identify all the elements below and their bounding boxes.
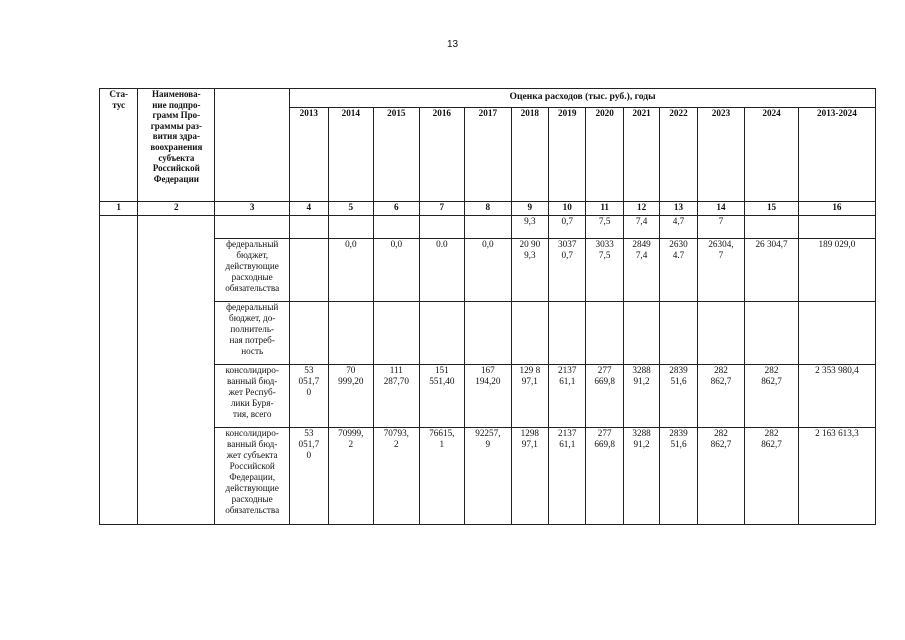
table-row [100,216,876,239]
column-number: 6 [374,202,420,216]
table-row [100,428,876,525]
value-cell [328,216,374,239]
column-number: 11 [586,202,623,216]
table-row [100,302,876,365]
value-cell [549,302,586,365]
page-number: 13 [446,39,459,50]
value-cell: 0,0 [465,239,512,302]
value-cell [290,302,328,365]
value-cell [290,216,328,239]
value-cell: 70793, 2 [374,428,420,525]
column-number: 1 [100,202,138,216]
value-cell [697,302,745,365]
value-cell [586,302,623,365]
value-cell [745,302,799,365]
year-2015: 2015 [374,108,420,202]
value-cell: 0,0 [374,239,420,302]
value-cell: 9,3 [511,216,548,239]
value-cell: 282 862,7 [745,428,799,525]
value-cell: 3037 0,7 [549,239,586,302]
value-cell: 282 862,7 [697,365,745,428]
value-cell [374,302,420,365]
value-cell: 20 90 9,3 [511,239,548,302]
value-cell: 2839 51,6 [660,365,697,428]
year-2013-2024: 2013-2024 [798,108,875,202]
value-cell: 26304, 7 [697,239,745,302]
value-cell [465,216,512,239]
column-number: 12 [623,202,659,216]
funding-source-cell: консолидиро- ванный бюд- жет Респуб- лики Буря- тия, всего [215,365,290,428]
value-cell [623,302,659,365]
funding-source-cell [215,216,290,239]
year-2021: 2021 [623,108,659,202]
value-cell: 7,5 [586,216,623,239]
value-cell: 53 051,7 0 [290,428,328,525]
value-cell: 3033 7,5 [586,239,623,302]
year-2019: 2019 [549,108,586,202]
year-2024: 2024 [745,108,799,202]
column-number: 13 [660,202,697,216]
value-cell [660,302,697,365]
value-cell: 0.0 [419,239,465,302]
column-number: 10 [549,202,586,216]
funding-source-cell: консолидиро- ванный бюд- жет субъекта Российской Федерации, действующие расходные обязательства [215,428,290,525]
value-cell: 277 669,8 [586,428,623,525]
value-cell [419,216,465,239]
column-numbers-row [100,202,876,216]
value-cell: 167 194,20 [465,365,512,428]
value-cell: 0,0 [328,239,374,302]
budget-table [99,88,876,525]
year-2013: 2013 [290,108,328,202]
value-cell: 7,4 [623,216,659,239]
table-row [100,239,876,302]
value-cell [290,239,328,302]
value-cell: 7 [697,216,745,239]
column-number: 3 [215,202,290,216]
program-name-header: Наименова- ние подпро- грамм Про- граммы раз- вития здра- воохранения субъекта Российской Федерации [138,89,215,202]
year-2023: 2023 [697,108,745,202]
status-header: Ста- тус [100,89,138,202]
expenses-title: Оценка расходов (тыс. руб.), годы [290,89,876,108]
value-cell: 111 287,70 [374,365,420,428]
value-cell [798,216,875,239]
year-2018: 2018 [511,108,548,202]
column-number: 2 [138,202,215,216]
value-cell: 151 551,40 [419,365,465,428]
header-row [100,89,876,108]
column-number: 16 [798,202,875,216]
value-cell: 0,7 [549,216,586,239]
value-cell: 2 353 980,4 [798,365,875,428]
value-cell [419,302,465,365]
value-cell: 70999, 2 [328,428,374,525]
value-cell [798,302,875,365]
value-cell [374,216,420,239]
value-cell: 189 029,0 [798,239,875,302]
table-row [100,365,876,428]
value-cell: 3288 91,2 [623,365,659,428]
column-number: 14 [697,202,745,216]
year-2020: 2020 [586,108,623,202]
value-cell: 26 304,7 [745,239,799,302]
value-cell: 2839 51,6 [660,428,697,525]
value-cell: 282 862,7 [697,428,745,525]
value-cell [511,302,548,365]
column-number: 4 [290,202,328,216]
table-body [100,216,876,525]
value-cell: 2137 61,1 [549,365,586,428]
funding-source-cell: федеральный бюджет, до- полнитель- ная потреб- ность [215,302,290,365]
value-cell: 76615, 1 [419,428,465,525]
column-number: 9 [511,202,548,216]
year-2016: 2016 [419,108,465,202]
year-2022: 2022 [660,108,697,202]
program-name-cell [138,216,215,525]
value-cell: 70 999,20 [328,365,374,428]
year-2017: 2017 [465,108,512,202]
source-header [215,89,290,202]
column-number: 8 [465,202,512,216]
value-cell: 2137 61,1 [549,428,586,525]
funding-source-cell: федеральный бюджет, действующие расходные обязательства [215,239,290,302]
value-cell: 129 8 97,1 [511,365,548,428]
year-2014: 2014 [328,108,374,202]
value-cell: 53 051,7 0 [290,365,328,428]
value-cell: 277 669,8 [586,365,623,428]
value-cell: 4,7 [660,216,697,239]
value-cell: 2630 4.7 [660,239,697,302]
value-cell [745,216,799,239]
value-cell: 92257, 9 [465,428,512,525]
column-number: 5 [328,202,374,216]
column-number: 7 [419,202,465,216]
value-cell: 2849 7,4 [623,239,659,302]
value-cell [465,302,512,365]
value-cell: 3288 91,2 [623,428,659,525]
value-cell [328,302,374,365]
column-number: 15 [745,202,799,216]
status-cell [100,216,138,525]
value-cell: 2 163 613,3 [798,428,875,525]
value-cell: 282 862,7 [745,365,799,428]
value-cell: 1298 97,1 [511,428,548,525]
